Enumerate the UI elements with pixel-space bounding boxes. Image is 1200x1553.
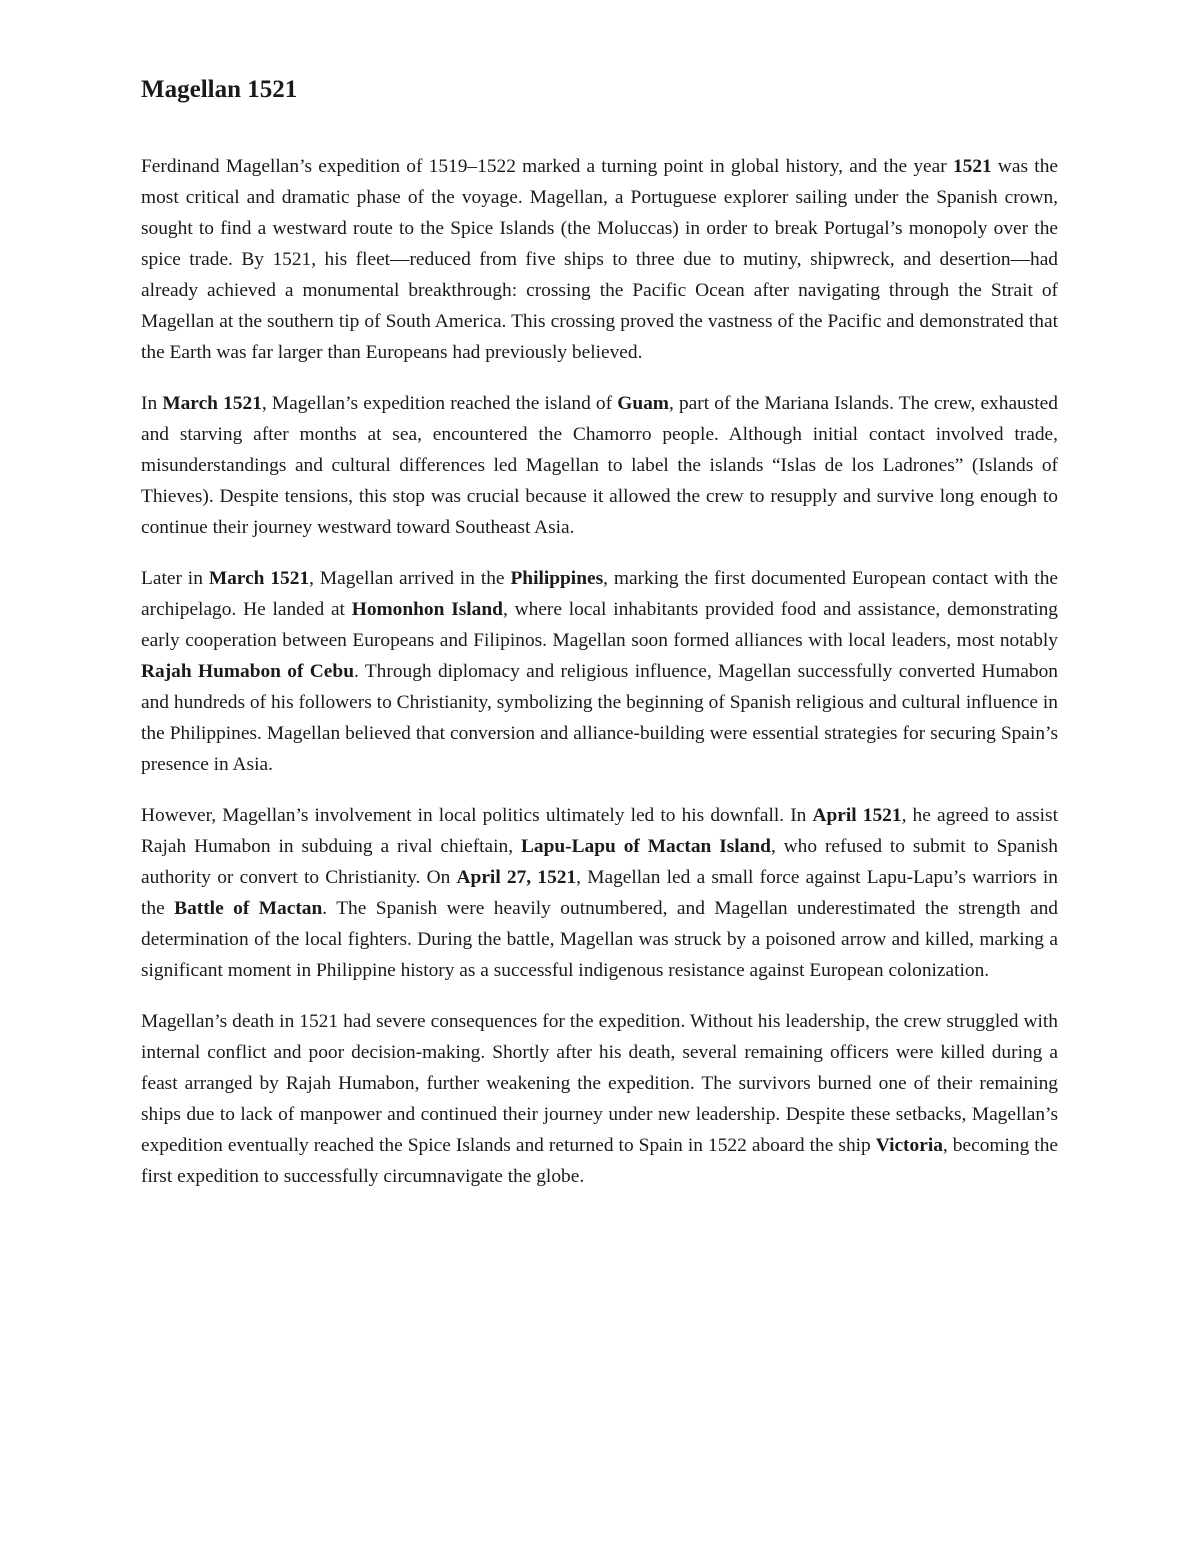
text-run: , who refused to submit to Spanish authority or convert to Christianity. On bbox=[141, 836, 1058, 888]
bold-text: March 1521 bbox=[162, 393, 262, 414]
text-run: , where local inhabitants provided food and assistance, demonstrating early cooperation between Europeans and Filipinos. Magellan soon formed alliances with local leaders, most notably bbox=[141, 599, 1059, 651]
bold-text: Homonhon Island bbox=[351, 599, 503, 620]
text-run: Later in bbox=[141, 568, 209, 589]
text-run: In bbox=[141, 393, 163, 414]
bold-text: Lapu-Lapu of Mactan Island bbox=[520, 836, 771, 857]
bold-text: Philippines bbox=[510, 568, 604, 589]
text-run: , Magellan’s expedition reached the island of bbox=[261, 393, 618, 414]
paragraph-2 bbox=[141, 388, 1058, 543]
text-run: . Through diplomacy and religious influence, Magellan successfully converted Humabon and hundreds of his followers to Christianity, symbolizing the beginning of Spanish religious and cultural influence in the Philippines. Magellan believed that conversion and alliance-building were essential strategies for securing Spain’s presence in Asia. bbox=[141, 661, 1058, 775]
paragraph-3 bbox=[141, 563, 1058, 780]
document-body bbox=[141, 151, 1058, 1192]
text-run: , Magellan led a small force against Lapu-Lapu’s warriors in the bbox=[141, 867, 1058, 919]
text-run: was the most critical and dramatic phase of the voyage. Magellan, a Portuguese explorer sailing under the Spanish crown, sought to find a westward route to the Spice Islands (the Moluccas) in order to break Portugal’s monopoly over the spice trade. By 1521, his fleet—reduced from five ships to three due to mutiny, shipwreck, and desertion—had already achieved a monumental breakthrough: crossing the Pacific Ocean after navigating through the Strait of Magellan at the southern tip of South America. This crossing proved the vastness of the Pacific and demonstrated that the Earth was far larger than Europeans had previously believed. bbox=[141, 156, 1058, 363]
document-page bbox=[141, 70, 1058, 1212]
bold-text: April 27, 1521 bbox=[456, 867, 577, 888]
bold-text: Rajah Humabon of Cebu bbox=[141, 661, 354, 682]
bold-text: 1521 bbox=[952, 156, 992, 177]
bold-text: Battle of Mactan bbox=[174, 898, 323, 919]
bold-text: Victoria bbox=[875, 1135, 943, 1156]
text-run: Ferdinand Magellan’s expedition of 1519–1522 marked a turning point in global history, and the year bbox=[141, 156, 953, 177]
bold-text: April 1521 bbox=[812, 805, 902, 826]
text-run: Magellan’s death in 1521 had severe consequences for the expedition. Without his leadership, the crew struggled with internal conflict and poor decision-making. Shortly after his death, several remaining officers were killed during a feast arranged by Rajah Humabon, further weakening the expedition. The survivors burned one of their remaining ships due to lack of manpower and continued their journey under new leadership. Despite these setbacks, Magellan’s expedition eventually reached the Spice Islands and returned to Spain in 1522 aboard the ship bbox=[141, 1011, 1058, 1156]
bold-text: Guam bbox=[617, 393, 669, 414]
text-run: , part of the Mariana Islands. The crew, exhausted and starving after months at sea, encountered the Chamorro people. Although initial contact involved trade, misunderstandings and cultural differences led Magellan to label the islands “Islas de los Ladrones” (Islands of Thieves). Despite tensions, this stop was crucial because it allowed the crew to resupply and survive long enough to continue their journey westward toward Southeast Asia. bbox=[141, 393, 1058, 538]
text-run: , marking the first documented European contact with the archipelago. He landed at bbox=[141, 568, 1058, 620]
text-run: . The Spanish were heavily outnumbered, and Magellan underestimated the strength and determination of the local fighters. During the battle, Magellan was struck by a poisoned arrow and killed, marking a significant moment in Philippine history as a successful indigenous resistance against European colonization. bbox=[141, 898, 1058, 981]
document-title: Magellan 1521 bbox=[141, 76, 298, 103]
text-run: However, Magellan’s involvement in local politics ultimately led to his downfall. In bbox=[141, 805, 813, 826]
paragraph-4 bbox=[141, 800, 1058, 986]
text-run: , Magellan arrived in the bbox=[309, 568, 511, 589]
paragraph-5 bbox=[141, 1006, 1058, 1192]
bold-text: March 1521 bbox=[208, 568, 310, 589]
text-run: , becoming the first expedition to successfully circumnavigate the globe. bbox=[141, 1135, 1058, 1187]
paragraph-1 bbox=[141, 151, 1058, 368]
text-run: , he agreed to assist Rajah Humabon in subduing a rival chieftain, bbox=[141, 805, 1058, 857]
